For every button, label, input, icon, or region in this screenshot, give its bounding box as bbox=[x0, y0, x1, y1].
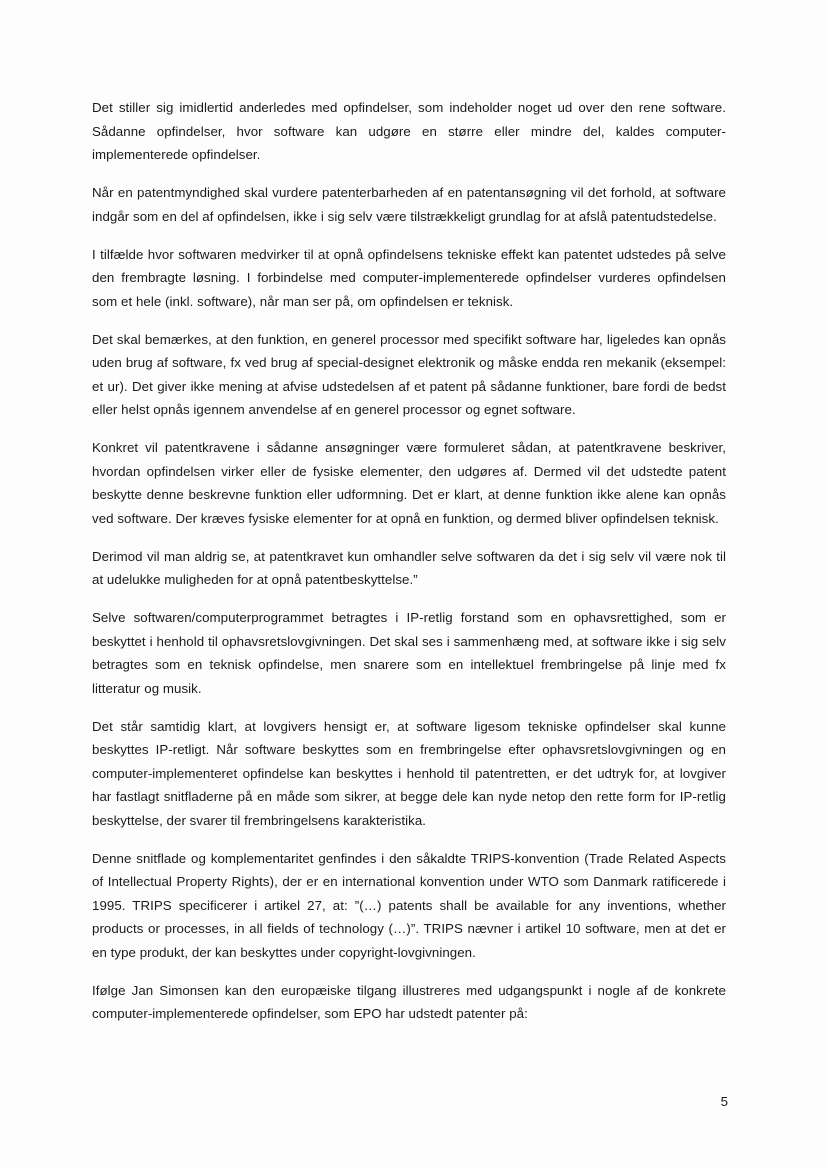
paragraph-7: Selve softwaren/computerprogrammet betragtes i IP-retlig forstand som en ophavsrettighed, som er beskyttet i henhold til ophavsretslovgivningen. Det skal ses i sammenhæng med, at software ikke i sig selv betragtes som en teknisk opfindelse, men snarere som en intellektuel frembringelse på linje med fx litteratur og musik. bbox=[92, 610, 726, 696]
paragraph-1: Det stiller sig imidlertid anderledes med opfindelser, som indeholder noget ud over den rene software. Sådanne opfindelser, hvor software kan udgøre en større eller mindre del, kaldes computer-implementerede opfindelser. bbox=[92, 100, 726, 162]
paragraph-9: Denne snitflade og komplementaritet genfindes i den såkaldte TRIPS-konvention (Trade Related Aspects of Intellectual Property Rights), der er en international konvention under WTO som Danmark ratificerede i 1995. TRIPS specificerer i artikel 27, at: ”(…) patents shall be available for any inventions, whether products or processes, in all fields of technology (…)”. TRIPS nævner i artikel 10 software, men at det er en type produkt, der kan beskyttes under copyright-lovgivningen. bbox=[92, 850, 726, 960]
paragraph-6: Derimod vil man aldrig se, at patentkravet kun omhandler selve softwaren da det i sig selv vil være nok til at udelukke muligheden for at opnå patentbeskyttelse.” bbox=[92, 548, 726, 587]
paragraph-5: Konkret vil patentkravene i sådanne ansøgninger være formuleret sådan, at patentkravene beskriver, hvordan opfindelsen virker eller de fysiske elementer, den udgøres af. Dermed vil det udstedte patent beskytte denne beskrevne funktion eller udformning. Det er klart, at denne funktion ikke alene kan opnås ved software. Der kræves fysiske elementer for at opnå en funktion, og dermed bliver opfindelsen teknisk. bbox=[92, 440, 726, 526]
paragraph-10: Ifølge Jan Simonsen kan den europæiske tilgang illustreres med udgangspunkt i nogle af de konkrete computer-implementerede opfindelser, som EPO har udstedt patenter på: bbox=[92, 982, 726, 1021]
paragraph-3: I tilfælde hvor softwaren medvirker til at opnå opfindelsens tekniske effekt kan patentet udstedes på selve den frembragte løsning. I forbindelse med computer-implementerede opfindelser vurderes opfindelsen som et hele (inkl. software), når man ser på, om opfindelsen er teknisk. bbox=[92, 246, 726, 309]
page-number: 5 bbox=[720, 1094, 728, 1109]
paragraph-2: Når en patentmyndighed skal vurdere patenterbarheden af en patentansøgning vil det forhold, at software indgår som en del af opfindelsen, ikke i sig selv være tilstrækkeligt grundlag for at afslå patentudstedelse. bbox=[92, 185, 726, 224]
body-text bbox=[92, 96, 726, 1040]
paragraph-4: Det skal bemærkes, at den funktion, en generel processor med specifikt software har, ligeledes kan opnås uden brug af software, fx ved brug af special-designet elektronik og måske endda ren mekanik (eksempel: et ur). Det giver ikke mening at afvise udstedelsen af et patent på sådanne funktioner, bare fordi de bedst eller helst opnås igennem anvendelse af en generel processor og egnet software. bbox=[92, 331, 726, 417]
paragraph-8: Det står samtidig klart, at lovgivers hensigt er, at software ligesom tekniske opfindelser skal kunne beskyttes IP-retligt. Når software beskyttes som en frembringelse efter ophavsretslovgivningen og en computer-implementeret opfindelse kan beskyttes i henhold til patentretten, er det udtryk for, at lovgiver har fastlagt snitfladerne på en måde som sikrer, at begge dele kan nyde netop den rette form for IP-retlig beskyttelse, der svarer til frembringelsens karakteristika. bbox=[92, 718, 726, 828]
